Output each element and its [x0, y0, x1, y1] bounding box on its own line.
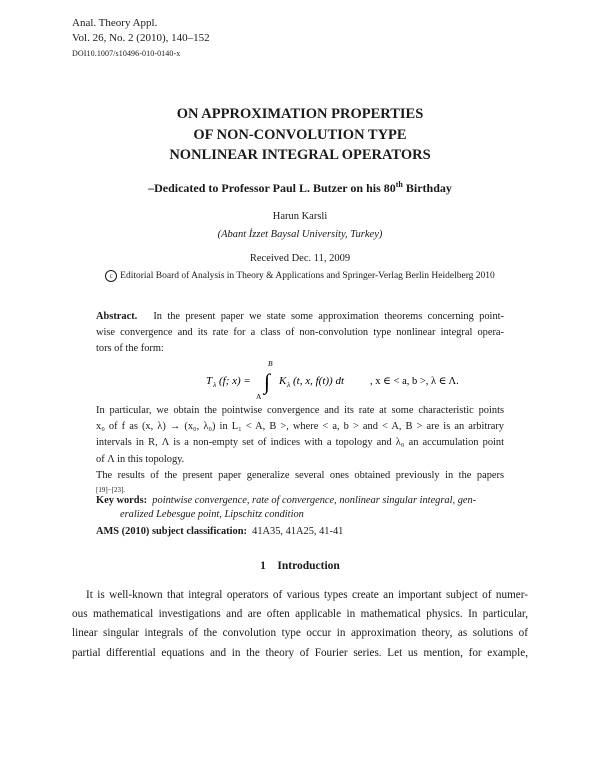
- abstract-text-1: In the present paper we state some approximation theorems concerning point-: [153, 311, 504, 322]
- keywords-line-1: [96, 494, 504, 508]
- abstract-p3-line-1: The results of the present paper generalize several ones obtained previously in the papers: [96, 469, 504, 481]
- journal-name: Anal. Theory Appl.: [72, 17, 158, 29]
- abstract-citation: [19]−[23].: [96, 486, 126, 495]
- formula-kernel-sub: λ: [287, 380, 291, 389]
- main-formula: [96, 356, 504, 404]
- formula-lhs: T: [206, 375, 213, 387]
- dedication: [0, 180, 600, 196]
- intro-line-3: linear singular integrals of the convolution type occur in approximation theory, as solutions of: [72, 627, 528, 640]
- integral-sign: ∫: [264, 369, 271, 394]
- abstract-p2-line-3: intervals in R, Λ is a non-empty set of indices with a topology and λ₀ an accumulation point: [96, 437, 504, 449]
- formula-lhs-sub: λ: [213, 380, 217, 389]
- formula-conditions: , x ∈ < a, b >, λ ∈ Λ.: [370, 376, 459, 387]
- abstract-line-2: wise convergence and its rate for a class of non-convolution type nonlinear integral opera-: [96, 327, 504, 339]
- abstract-p2-line-2: x₀ of f as (x, λ) → (x₀, λ₀) in L₁ < A, B >, where < a, b > and < A, B > are is an arbitrary: [96, 421, 504, 433]
- intro-line-4: partial differential equations and in the theory of Fourier series. Let us mention, for example,: [72, 646, 528, 659]
- intro-paragraph: [72, 586, 528, 663]
- affiliation: (Abant İzzet Baysal University, Turkey): [217, 229, 383, 240]
- formula-kernel: K: [279, 375, 287, 387]
- doi: DOI10.1007/s10496-010-0140-x: [72, 49, 181, 58]
- keywords-text-1: pointwise convergence, rate of convergence, nonlinear singular integral, gen-: [152, 495, 477, 506]
- keywords: [96, 494, 504, 522]
- paper-title: [0, 104, 600, 166]
- section-heading: [0, 560, 600, 572]
- ams-value: 41A35, 41A25, 41-41: [252, 526, 344, 537]
- section-number: 1: [260, 560, 266, 572]
- keywords-line-2: eralized Lebesgue point, Lipschitz condition: [120, 509, 304, 520]
- copyright-icon: c: [105, 270, 117, 282]
- formula-integrand: (t, x, f(t)) dt: [293, 375, 345, 387]
- formula-lower-limit: A: [256, 392, 262, 401]
- intro-line-1: It is well-known that integral operators of various types create an important subject of numer-: [86, 589, 528, 601]
- copyright-text: Editorial Board of Analysis in Theory & Applications and Springer-Verlag Berlin Heidelberg 2010: [120, 271, 495, 282]
- abstract-line-1: [96, 309, 504, 325]
- author: Harun Karsli: [272, 211, 328, 222]
- dedication-suffix: Birthday: [402, 181, 452, 195]
- title-line-2: OF NON-CONVOLUTION TYPE: [193, 126, 407, 143]
- received-date: Received Dec. 11, 2009: [249, 253, 351, 264]
- abstract-label: Abstract.: [96, 311, 138, 322]
- ams-label: AMS (2010) subject classification:: [96, 526, 247, 537]
- title-line-1: ON APPROXIMATION PROPERTIES: [176, 106, 424, 122]
- intro-line-2: ous mathematical investigations and are often applicable in mathematical physics. In particular,: [72, 608, 528, 621]
- abstract-p2-line-4: of Λ in this topology.: [96, 453, 185, 465]
- dedication-text: –Dedicated to Professor Paul L. Butzer on his 80: [148, 181, 396, 195]
- formula-upper-limit: B: [268, 359, 273, 368]
- dedication-sup: th: [395, 180, 403, 189]
- abstract-line-3: tors of the form:: [96, 343, 164, 355]
- ams-classification: [96, 524, 504, 540]
- copyright-line: [0, 270, 600, 282]
- formula-lhs-args: (f; x) =: [219, 375, 251, 387]
- abstract-p2-line-1: In particular, we obtain the pointwise convergence and its rate at some characteristic points: [96, 405, 504, 416]
- keywords-label: Key words:: [96, 495, 148, 506]
- title-line-3: NONLINEAR INTEGRAL OPERATORS: [169, 147, 431, 163]
- abstract-para-2: [96, 403, 504, 496]
- abstract: [96, 309, 504, 358]
- section-title: Introduction: [277, 560, 340, 572]
- journal-volume: Vol. 26, No. 2 (2010), 140–152: [72, 32, 210, 44]
